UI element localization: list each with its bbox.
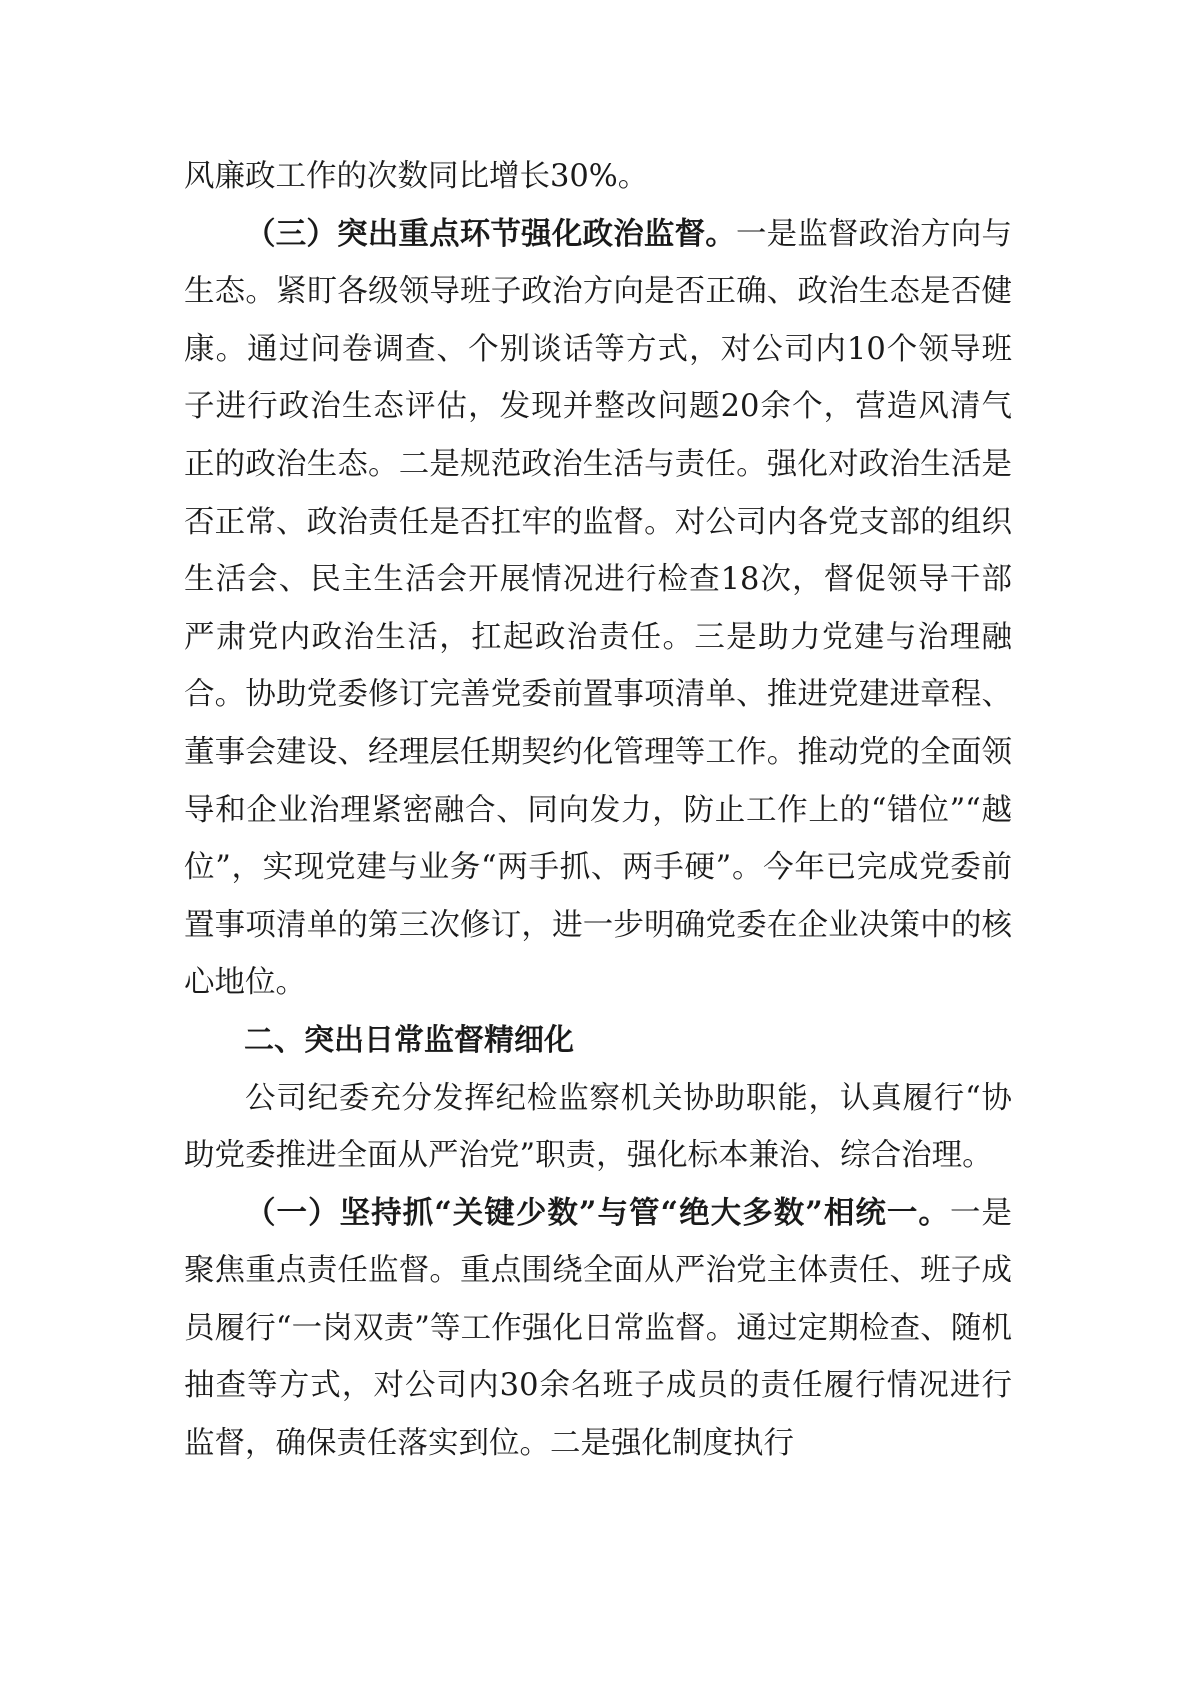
section-heading: 二、突出日常监督精细化 [244,1022,574,1058]
paragraph-lead: （三）突出重点环节强化政治监督。 [245,215,736,252]
paragraph-text: 一是监督政治方向与生态。紧盯各级领导班子政治方向是否正确、政治生态是否健康。通过问卷调查、个别谈话等方式，对公司内10个领导班子进行政治生态评估，发现并整改问题20余个，营造风清气正的政治生态。二是规范政治生活与责任。强化对政治生活是否正常、政治责任是否扛牢的监督。对公司内各党支部的组织生活会、民主生活会开展情况进行检查18次，督促领导干部严肃党内政治生活，扛起政治责任。三是助力党建与治理融合。协助党委修订完善党委前置事项清单、推进党建进章程、董事会建设、经理层任期契约化管理等工作。推动党的全面领导和企业治理紧密融合、同向发力，防止工作上的“错位”“越位”，实现党建与业务“两手抓、两手硬”。今年已完成党委前置事项清单的第三次修订，进一步明确党委在企业决策中的核心地位。 [184,216,1012,1001]
paragraph-lead: （一）坚持抓“关键少数”与管“绝大多数”相统一。 [245,1194,950,1231]
paragraph-continuation [184,148,1012,206]
document-page [184,148,1012,1473]
paragraph-political-supervision [184,206,1012,1012]
paragraph-text: 风廉政工作的次数同比增长30%。 [184,159,649,194]
paragraph-text: 一是聚焦重点责任监督。重点围绕全面从严治党主体责任、班子成员履行“一岗双责”等工作强化日常监督。通过定期检查、随机抽查等方式，对公司内30余名班子成员的责任履行情况进行监督，确保责任落实到位。二是强化制度执行 [184,1195,1012,1462]
paragraph-text: 公司纪委充分发挥纪检监察机关协助职能，认真履行“协助党委推进全面从严治党”职责，强化标本兼治、综合治理。 [184,1080,1012,1174]
paragraph-key-minority [184,1185,1012,1473]
paragraph-intro [184,1070,1012,1185]
